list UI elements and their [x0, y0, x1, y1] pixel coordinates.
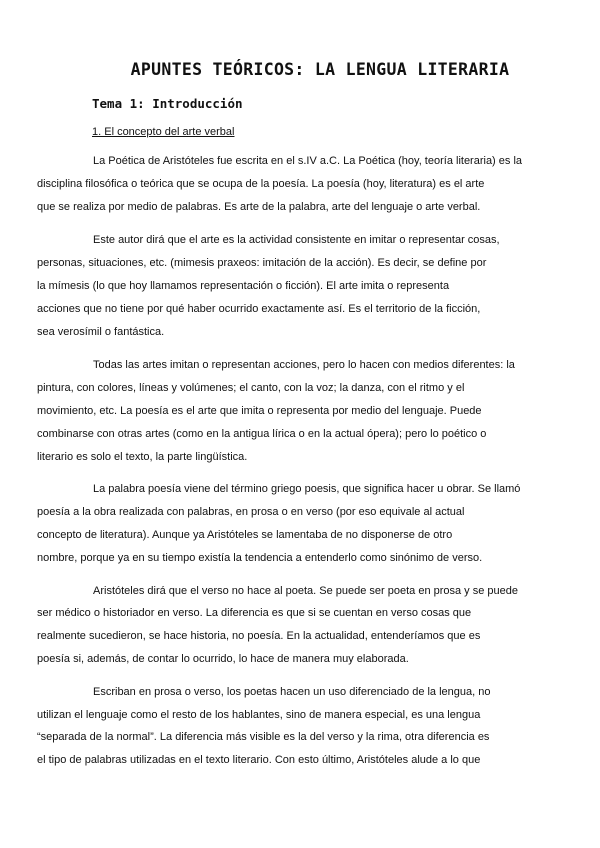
paragraph-line: sea verosímil o fantástica. — [37, 325, 165, 338]
paragraph — [37, 354, 536, 468]
paragraph-line: “separada de la normal”. La diferencia más visible es la del verso y la rima, otra diferencia es — [37, 731, 490, 744]
paragraph-line: realmente sucedieron, se hace historia, no poesía. En la actualidad, entenderíamos que es — [37, 630, 481, 643]
paragraph-line: personas, situaciones, etc. (mimesis praxeos: imitación de la acción). Es decir, se define por — [37, 257, 487, 270]
paragraph-line: pintura, con colores, líneas y volúmenes; el canto, con la voz; la danza, con el ritmo y el — [37, 382, 465, 395]
paragraph-line: movimiento, etc. La poesía es el arte que imita o representa por medio del lenguaje. Puede — [37, 404, 482, 417]
document-title: APUNTES TEÓRICOS: LA LENGUA LITERARIA — [130, 60, 510, 79]
paragraph-line: Este autor dirá que el arte es la actividad consistente en imitar o representar cosas, — [93, 234, 500, 247]
paragraph-line: el tipo de palabras utilizadas en el texto literario. Con esto último, Aristóteles alude a lo que — [37, 754, 481, 767]
paragraph-line: utilizan el lenguaje como el resto de los hablantes, sino de manera especial, es una lengua — [37, 708, 481, 721]
section-heading: 1. El concepto del arte verbal — [92, 126, 235, 138]
paragraph-line: que se realiza por medio de palabras. Es arte de la palabra, arte del lenguaje o arte verbal. — [37, 200, 481, 213]
paragraph-line: La Poética de Aristóteles fue escrita en el s.IV a.C. La Poética (hoy, teoría literaria) es la — [93, 155, 523, 167]
paragraph — [37, 150, 536, 218]
paragraph-line: literario es solo el texto, la parte lingüística. — [37, 450, 248, 463]
paragraph-line: acciones que no tiene por qué haber ocurrido exactamente así. Es el territorio de la ficción, — [37, 302, 481, 315]
paragraph-line: La palabra poesía viene del término griego poesis, que significa hacer u obrar. Se llamó — [93, 483, 521, 496]
paragraph-line: poesía a la obra realizada con palabras, en prosa o en verso (por eso equivale al actual — [37, 506, 465, 519]
paragraph-line: nombre, porque ya en su tiempo existía la tendencia a entenderlo como sinónimo de verso. — [37, 551, 483, 564]
paragraph-line: Aristóteles dirá que el verso no hace al poeta. Se puede ser poeta en prosa y se puede — [93, 584, 519, 597]
paragraph-line: ser médico o historiador en verso. La diferencia es que si se cuentan en verso cosas que — [37, 607, 472, 620]
topic-heading: Tema 1: Introducción — [92, 96, 243, 111]
paragraph-line: combinarse con otras artes (como en la antigua lírica o en la actual ópera); pero lo poético o — [37, 427, 487, 440]
paragraph-line: poesía si, además, de contar lo ocurrido, lo hace de manera muy elaborada. — [37, 652, 409, 665]
paragraph-line: Escriban en prosa o verso, los poetas hacen un uso diferenciado de la lengua, no — [93, 685, 491, 698]
paragraph — [37, 681, 536, 772]
paragraph-line: concepto de literatura). Aunque ya Aristóteles se lamentaba de no disponerse de otro — [37, 528, 453, 541]
paragraph — [37, 229, 536, 343]
paragraph — [37, 580, 536, 671]
paragraph-line: la mímesis (lo que hoy llamamos representación o ficción). El arte imita o representa — [37, 279, 450, 292]
paragraph-line: Todas las artes imitan o representan acciones, pero lo hacen con medios diferentes: la — [93, 359, 515, 372]
paragraph-line: disciplina filosófica o teórica que se ocupa de la poesía. La poesía (hoy, literatura) es el arte — [37, 177, 485, 190]
paragraph — [37, 478, 536, 569]
